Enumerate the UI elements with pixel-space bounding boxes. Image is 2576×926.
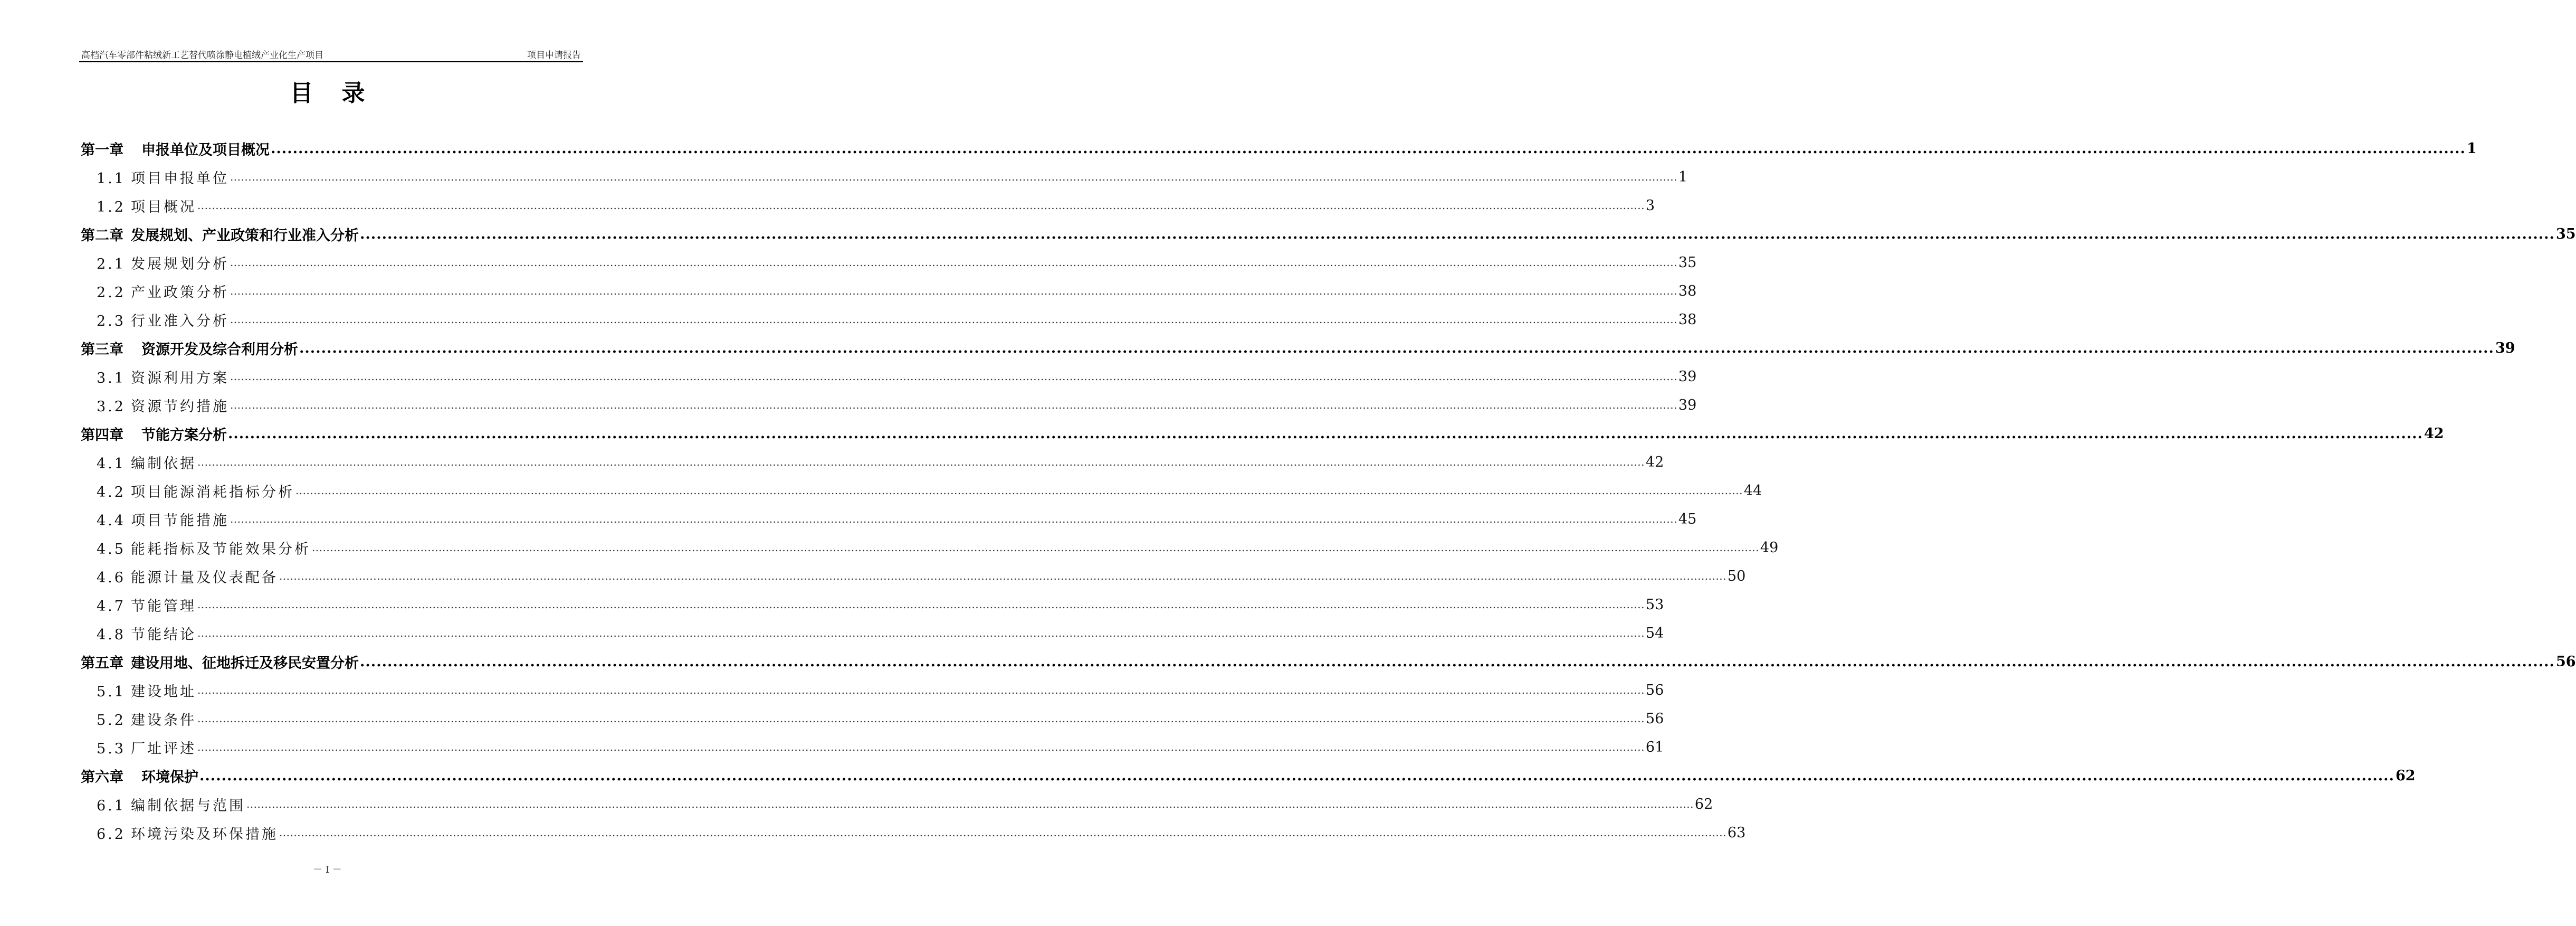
toc-leader-dots: ................................................................................................................................................................................................................................................................................................................................................................................................................ xyxy=(271,140,2466,157)
toc-entry-heading: 资源利用方案 xyxy=(130,370,229,386)
toc-entry-heading: 项目概况 xyxy=(130,199,196,215)
toc-entry-number: 6.1 xyxy=(97,797,126,814)
toc-page-number: 44 xyxy=(1743,482,1762,499)
toc-entry-title xyxy=(81,766,198,786)
toc-entry-number: 4.6 xyxy=(97,569,126,586)
toc-chapter-entry[interactable] xyxy=(81,134,2477,163)
toc-page-number: 1 xyxy=(1678,168,1688,185)
toc-entry-title xyxy=(97,366,229,387)
toc-section-entry[interactable] xyxy=(81,590,1664,619)
toc-entry-heading: 申报单位及项目概况 xyxy=(141,141,270,158)
toc-entry-title xyxy=(97,167,229,187)
page-title: 目录 xyxy=(290,80,394,107)
toc-entry-number: 2.3 xyxy=(97,313,126,329)
toc-entry-heading: 能耗指标及节能效果分析 xyxy=(130,541,311,558)
toc-page-number: 3 xyxy=(1645,197,1655,214)
toc-leader-dots: ................................................................................................................................................................................................................................................................................................................................................................................................................ xyxy=(299,339,2494,356)
toc-section-entry[interactable] xyxy=(81,277,1697,305)
toc-chapter-entry[interactable] xyxy=(81,220,2576,248)
toc-entry-number: 1.1 xyxy=(97,170,126,187)
toc-entry-title xyxy=(97,252,229,273)
toc-entry-heading: 编制依据与范围 xyxy=(130,797,245,814)
toc-chapter-entry[interactable] xyxy=(81,419,2444,448)
toc-entry-number: 5.1 xyxy=(97,683,126,700)
toc-page-number: 56 xyxy=(1645,710,1664,727)
toc-entry-title xyxy=(97,708,196,729)
toc-section-entry[interactable] xyxy=(81,818,1746,847)
toc-leader-dots: ................................................................................................................................................................................................................................................................................................................................................................................................................ xyxy=(279,826,1726,839)
toc-page-number: 56 xyxy=(1645,682,1664,698)
toc-entry-title xyxy=(81,138,270,159)
toc-entry-title xyxy=(97,195,196,216)
toc-entry-heading: 建设地址 xyxy=(130,683,196,700)
toc-leader-dots: ................................................................................................................................................................................................................................................................................................................................................................................................................ xyxy=(197,199,1645,212)
toc-leader-dots: ................................................................................................................................................................................................................................................................................................................................................................................................................ xyxy=(197,598,1645,611)
toc-entry-heading: 发展规划分析 xyxy=(130,256,229,272)
toc-leader-dots: ................................................................................................................................................................................................................................................................................................................................................................................................................ xyxy=(228,425,2423,442)
toc-entry-title xyxy=(97,309,229,330)
toc-entry-number: 3.2 xyxy=(97,398,126,415)
toc-leader-dots: ................................................................................................................................................................................................................................................................................................................................................................................................................ xyxy=(295,484,1743,497)
toc-page-number: 38 xyxy=(1678,311,1697,328)
toc-section-entry[interactable] xyxy=(81,790,1713,818)
header-doc-type: 项目申请报告 xyxy=(527,50,581,61)
toc-leader-dots: ................................................................................................................................................................................................................................................................................................................................................................................................................ xyxy=(197,712,1645,725)
toc-leader-dots: ................................................................................................................................................................................................................................................................................................................................................................................................................ xyxy=(230,370,1677,383)
toc-leader-dots: ................................................................................................................................................................................................................................................................................................................................................................................................................ xyxy=(279,570,1726,582)
toc-page-number: 35 xyxy=(2555,225,2576,242)
toc-leader-dots: ................................................................................................................................................................................................................................................................................................................................................................................................................ xyxy=(230,313,1677,326)
toc-section-entry[interactable] xyxy=(81,391,1697,419)
toc-section-entry[interactable] xyxy=(81,476,1762,505)
toc-entry-number: 4.4 xyxy=(97,512,126,529)
toc-entry-title xyxy=(97,623,196,644)
toc-entry-number: 第三章 xyxy=(81,341,123,358)
toc-entry-number: 4.8 xyxy=(97,626,126,643)
toc-entry-title xyxy=(97,594,196,615)
page-number-footer: － I － xyxy=(313,864,342,875)
toc-entry-number: 第一章 xyxy=(81,141,123,158)
toc-entry-title xyxy=(81,423,227,444)
toc-page-number: 39 xyxy=(1678,396,1697,413)
toc-entry-title xyxy=(97,452,196,473)
toc-entry-number: 第五章 xyxy=(81,655,123,672)
toc-section-entry[interactable] xyxy=(81,191,1655,220)
toc-leader-dots: ................................................................................................................................................................................................................................................................................................................................................................................................................ xyxy=(230,256,1677,269)
toc-entry-title xyxy=(97,480,294,501)
toc-entry-number: 第二章 xyxy=(81,227,123,244)
toc-entry-heading: 资源开发及综合利用分析 xyxy=(141,341,298,358)
toc-page-number: 38 xyxy=(1678,282,1697,299)
header-project-title: 高档汽车零部件粘绒新工艺替代喷涂静电植绒产业化生产项目 xyxy=(81,50,323,61)
toc-leader-dots: ................................................................................................................................................................................................................................................................................................................................................................................................................ xyxy=(199,767,2394,784)
toc-entry-title xyxy=(97,823,278,843)
toc-page-number: 62 xyxy=(2395,767,2416,784)
page-header xyxy=(79,45,583,62)
toc-entry-title xyxy=(81,224,359,244)
toc-leader-dots: ................................................................................................................................................................................................................................................................................................................................................................................................................ xyxy=(230,513,1677,525)
toc-section-entry[interactable] xyxy=(81,733,1664,761)
toc-chapter-entry[interactable] xyxy=(81,761,2416,790)
toc-entry-heading: 环境污染及环保措施 xyxy=(130,826,278,843)
toc-entry-heading: 节能结论 xyxy=(130,626,196,643)
toc-entry-heading: 建设用地、征地拆迁及移民安置分析 xyxy=(131,655,359,672)
toc-page-number: 1 xyxy=(2466,140,2477,157)
toc-entry-title xyxy=(97,395,229,415)
toc-section-entry[interactable] xyxy=(81,704,1664,733)
toc-page-number: 63 xyxy=(1727,824,1746,841)
toc-leader-dots: ................................................................................................................................................................................................................................................................................................................................................................................................................ xyxy=(311,541,1759,554)
toc-section-entry[interactable] xyxy=(81,448,1664,476)
toc-entry-number: 6.2 xyxy=(97,826,126,843)
toc-entry-heading: 项目申报单位 xyxy=(130,170,229,187)
toc-entry-title xyxy=(97,794,245,815)
toc-page-number: 56 xyxy=(2555,653,2576,670)
toc-section-entry[interactable] xyxy=(81,505,1697,533)
toc-page-number: 50 xyxy=(1727,568,1746,584)
toc-entry-number: 4.7 xyxy=(97,598,126,615)
toc-entry-heading: 环境保护 xyxy=(141,769,198,786)
toc-entry-title xyxy=(97,509,229,530)
toc-leader-dots: ................................................................................................................................................................................................................................................................................................................................................................................................................ xyxy=(197,627,1645,639)
toc-page-number: 53 xyxy=(1645,596,1664,613)
toc-entry-heading: 项目节能措施 xyxy=(130,512,229,529)
toc-entry-heading: 资源节约措施 xyxy=(130,398,229,415)
toc-entry-number: 1.2 xyxy=(97,199,126,215)
toc-entry-number: 第四章 xyxy=(81,427,123,443)
toc-leader-dots: ................................................................................................................................................................................................................................................................................................................................................................................................................ xyxy=(230,285,1677,297)
toc-entry-title xyxy=(81,338,298,358)
toc-section-entry[interactable] xyxy=(81,562,1746,590)
toc-section-entry[interactable] xyxy=(81,619,1664,647)
toc-section-entry[interactable] xyxy=(81,305,1697,334)
toc-page-number: 42 xyxy=(1645,453,1664,470)
toc-entry-number: 4.1 xyxy=(97,455,126,472)
toc-entry-heading: 产业政策分析 xyxy=(130,284,229,301)
toc-leader-dots: ................................................................................................................................................................................................................................................................................................................................................................................................................ xyxy=(246,798,1694,810)
toc-entry-heading: 发展规划、产业政策和行业准入分析 xyxy=(131,227,359,244)
toc-chapter-entry[interactable] xyxy=(81,647,2576,676)
toc-leader-dots: ................................................................................................................................................................................................................................................................................................................................................................................................................ xyxy=(197,456,1645,468)
toc-entry-heading: 能源计量及仪表配备 xyxy=(130,569,278,586)
toc-entry-heading: 项目能源消耗指标分析 xyxy=(130,484,294,500)
toc-leader-dots: ................................................................................................................................................................................................................................................................................................................................................................................................................ xyxy=(360,225,2555,242)
toc-leader-dots: ................................................................................................................................................................................................................................................................................................................................................................................................................ xyxy=(230,171,1677,183)
toc-section-entry[interactable] xyxy=(81,362,1697,391)
toc-leader-dots: ................................................................................................................................................................................................................................................................................................................................................................................................................ xyxy=(360,653,2555,670)
toc-entry-number: 3.1 xyxy=(97,370,126,386)
toc-entry-number: 第六章 xyxy=(81,769,123,786)
toc-section-entry[interactable] xyxy=(81,676,1664,704)
toc-page-number: 39 xyxy=(1678,368,1697,385)
toc-entry-heading: 编制依据 xyxy=(130,455,196,472)
toc-page-number: 62 xyxy=(1694,796,1713,812)
toc-entry-number: 2.1 xyxy=(97,256,126,272)
toc-entry-title xyxy=(97,537,311,558)
toc-entry-title xyxy=(97,281,229,301)
toc-page-number: 45 xyxy=(1678,511,1697,527)
toc-entry-number: 4.2 xyxy=(97,484,126,500)
toc-entry-heading: 厂址评述 xyxy=(130,740,196,757)
toc-entry-heading: 节能方案分析 xyxy=(141,427,227,443)
toc-leader-dots: ................................................................................................................................................................................................................................................................................................................................................................................................................ xyxy=(197,741,1645,753)
toc-chapter-entry[interactable] xyxy=(81,334,2515,362)
table-of-contents xyxy=(81,134,2576,847)
toc-page-number: 42 xyxy=(2424,425,2444,442)
toc-page-number: 39 xyxy=(2495,339,2515,356)
toc-entry-title xyxy=(81,651,359,672)
toc-section-entry[interactable] xyxy=(81,533,1779,562)
toc-leader-dots: ................................................................................................................................................................................................................................................................................................................................................................................................................ xyxy=(230,399,1677,411)
toc-entry-number: 2.2 xyxy=(97,284,126,301)
toc-page-number: 35 xyxy=(1678,254,1697,271)
toc-entry-number: 5.3 xyxy=(97,740,126,757)
toc-section-entry[interactable] xyxy=(81,163,1688,191)
toc-entry-title xyxy=(97,566,278,587)
toc-entry-title xyxy=(97,680,196,701)
toc-leader-dots: ................................................................................................................................................................................................................................................................................................................................................................................................................ xyxy=(197,684,1645,696)
toc-page-number: 49 xyxy=(1760,539,1779,556)
toc-entry-number: 5.2 xyxy=(97,712,126,729)
toc-entry-number: 4.5 xyxy=(97,541,126,558)
toc-entry-heading: 行业准入分析 xyxy=(130,313,229,329)
toc-entry-heading: 节能管理 xyxy=(130,598,196,615)
toc-entry-heading: 建设条件 xyxy=(130,712,196,729)
toc-section-entry[interactable] xyxy=(81,248,1697,277)
toc-page-number: 61 xyxy=(1645,739,1664,755)
toc-entry-title xyxy=(97,737,196,758)
toc-page-number: 54 xyxy=(1645,625,1664,641)
